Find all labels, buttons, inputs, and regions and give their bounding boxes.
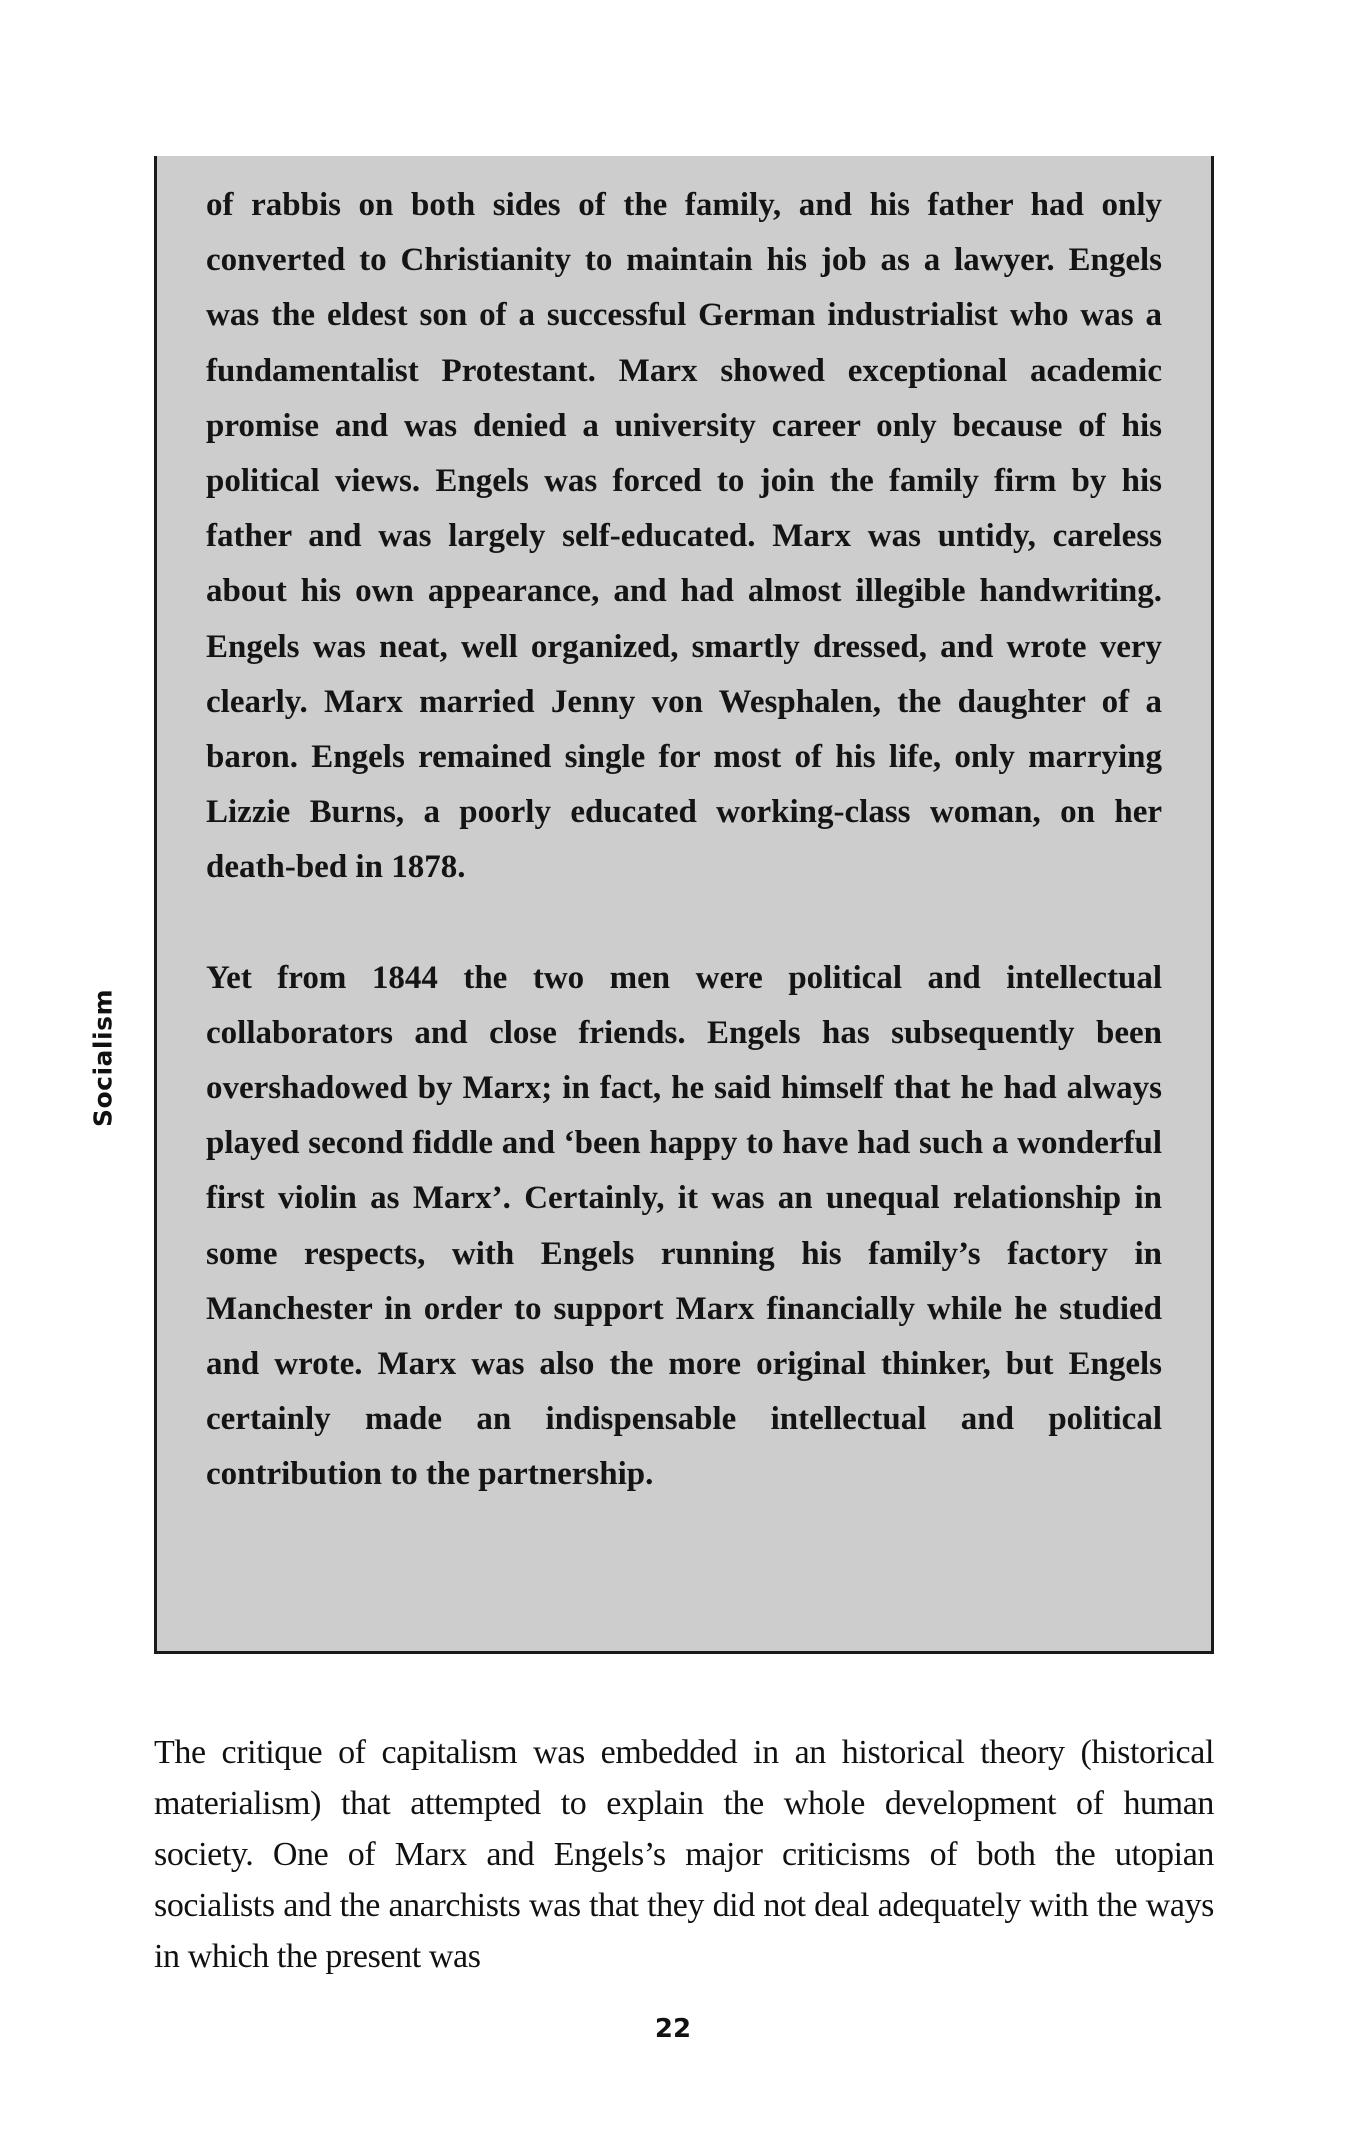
box-paragraph-1: of rabbis on both sides of the family, and his father had only converted to Christianity to maintain his job as a lawyer. Engels was the eldest son of a successful German industrialist who was a fundamentalist Protestant. Marx showed exceptional academic promise and was denied a university career only because of his political views. Engels was forced to join the family firm by his father and was largely self-educated. Marx was untidy, careless about his own appearance, and had almost illegible handwriting. Engels was neat, well organized, smartly dressed, and wrote very clearly. Marx married Jenny von Wesphalen, the daughter of a baron. Engels remained single for most of his life, only marrying Lizzie Burns, a poorly educated working-class woman, on her death-bed in 1878. [206,187,1162,886]
box-paragraph-2: Yet from 1844 the two men were political and intellectual collaborators and close friends. Engels has subsequently been overshadowed by Marx; in fact, he said himself that he had always played second fiddle and ‘been happy to have had such a wonderful first violin as Marx’. Certainly, it was an unequal relationship in some respects, with Engels running his family’s factory in Manchester in order to support Marx financially while he studied and wrote. Marx was also the more original thinker, but Engels certainly made an indispensable intellectual and political contribution to the partnership. [206,959,1162,1493]
boxed-text-panel [154,156,1214,1654]
page-number: 22 [654,2014,692,2044]
running-head: Socialism [88,988,118,1128]
body-paragraph: The critique of capitalism was embedded in an historical theory (historical materialism) that attempted to explain the whole development of human society. One of Marx and Engels’s major criticisms of both the utopian socialists and the anarchists was that they did not deal adequately with the ways in which the present was [154,1734,1214,1975]
